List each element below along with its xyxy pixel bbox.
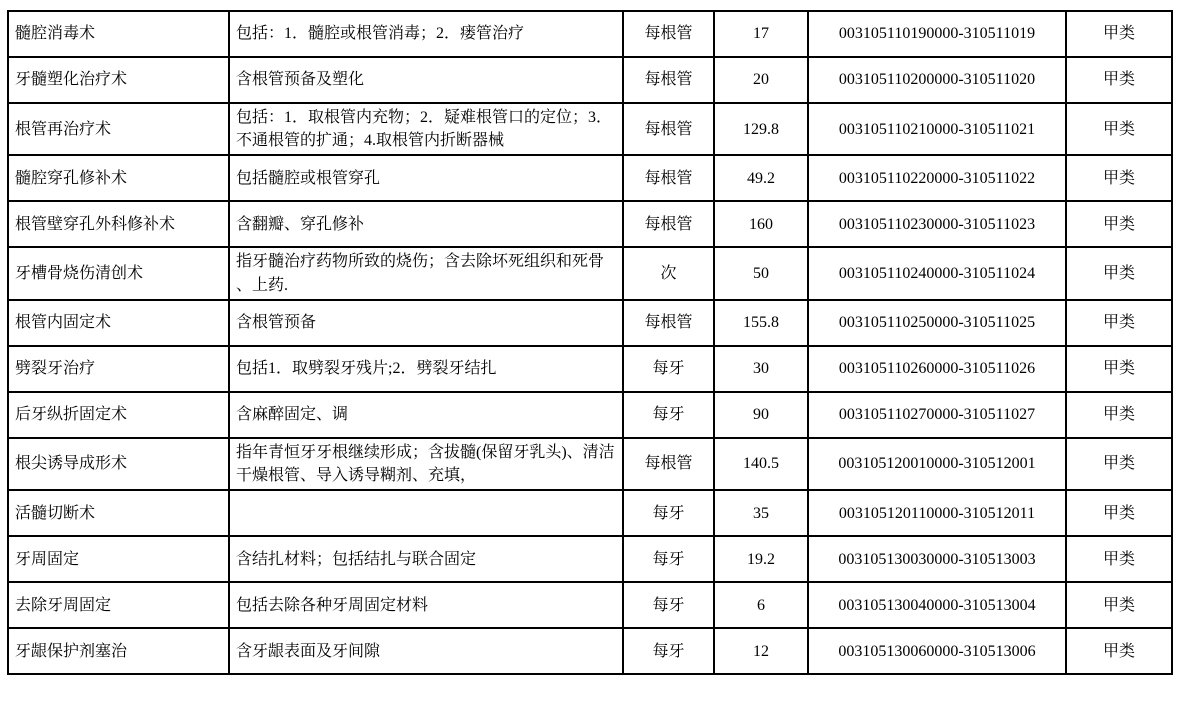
category-cell: 甲类 (1066, 582, 1172, 628)
service-name-cell: 去除牙周固定 (8, 582, 229, 628)
table-row (8, 300, 1172, 346)
table-row (8, 536, 1172, 582)
price-cell: 20 (714, 57, 808, 103)
description-cell: 含麻醉固定、调 (229, 392, 623, 438)
table-row (8, 103, 1172, 155)
category-cell: 甲类 (1066, 438, 1172, 490)
table-row (8, 392, 1172, 438)
price-cell: 17 (714, 11, 808, 57)
category-cell: 甲类 (1066, 201, 1172, 247)
service-name-cell: 劈裂牙治疗 (8, 346, 229, 392)
unit-cell: 每根管 (623, 103, 714, 155)
description-cell: 包括：1．取根管内充物；2．疑难根管口的定位；3．不通根管的扩通；4.取根管内折断器械 (229, 103, 623, 155)
code-cell: 003105110220000-310511022 (808, 155, 1066, 201)
category-cell: 甲类 (1066, 490, 1172, 536)
category-cell: 甲类 (1066, 155, 1172, 201)
category-cell: 甲类 (1066, 300, 1172, 346)
unit-cell: 每根管 (623, 201, 714, 247)
service-name-cell: 牙龈保护剂塞治 (8, 628, 229, 674)
code-cell: 003105120010000-310512001 (808, 438, 1066, 490)
unit-cell: 每根管 (623, 438, 714, 490)
table-row (8, 247, 1172, 299)
unit-cell: 每根管 (623, 300, 714, 346)
price-cell: 19.2 (714, 536, 808, 582)
category-cell: 甲类 (1066, 11, 1172, 57)
service-name-cell: 根尖诱导成形术 (8, 438, 229, 490)
table-row (8, 11, 1172, 57)
unit-cell: 每牙 (623, 536, 714, 582)
table-row (8, 346, 1172, 392)
code-cell: 003105110270000-310511027 (808, 392, 1066, 438)
medical-fee-table (7, 10, 1173, 675)
category-cell: 甲类 (1066, 247, 1172, 299)
service-name-cell: 根管再治疗术 (8, 103, 229, 155)
price-cell: 140.5 (714, 438, 808, 490)
price-cell: 160 (714, 201, 808, 247)
service-name-cell: 活髓切断术 (8, 490, 229, 536)
service-name-cell: 髓腔消毒术 (8, 11, 229, 57)
description-cell: 包括去除各种牙周固定材料 (229, 582, 623, 628)
table-row (8, 57, 1172, 103)
service-name-cell: 髓腔穿孔修补术 (8, 155, 229, 201)
category-cell: 甲类 (1066, 346, 1172, 392)
unit-cell: 次 (623, 247, 714, 299)
description-cell: 包括1．取劈裂牙残片;2．劈裂牙结扎 (229, 346, 623, 392)
unit-cell: 每根管 (623, 57, 714, 103)
description-cell (229, 490, 623, 536)
code-cell: 003105110200000-310511020 (808, 57, 1066, 103)
unit-cell: 每牙 (623, 582, 714, 628)
table-row (8, 628, 1172, 674)
description-cell: 含结扎材料；包括结扎与联合固定 (229, 536, 623, 582)
category-cell: 甲类 (1066, 103, 1172, 155)
category-cell: 甲类 (1066, 536, 1172, 582)
description-cell: 含根管预备及塑化 (229, 57, 623, 103)
table-row (8, 490, 1172, 536)
description-cell: 含牙龈表面及牙间隙 (229, 628, 623, 674)
code-cell: 003105110260000-310511026 (808, 346, 1066, 392)
price-cell: 6 (714, 582, 808, 628)
service-name-cell: 牙髓塑化治疗术 (8, 57, 229, 103)
table-row (8, 438, 1172, 490)
table-row (8, 201, 1172, 247)
unit-cell: 每牙 (623, 490, 714, 536)
price-cell: 155.8 (714, 300, 808, 346)
unit-cell: 每牙 (623, 628, 714, 674)
unit-cell: 每根管 (623, 155, 714, 201)
unit-cell: 每根管 (623, 11, 714, 57)
code-cell: 003105110190000-310511019 (808, 11, 1066, 57)
code-cell: 003105110230000-310511023 (808, 201, 1066, 247)
category-cell: 甲类 (1066, 628, 1172, 674)
code-cell: 003105110240000-310511024 (808, 247, 1066, 299)
code-cell: 003105120110000-310512011 (808, 490, 1066, 536)
code-cell: 003105130030000-310513003 (808, 536, 1066, 582)
code-cell: 003105110210000-310511021 (808, 103, 1066, 155)
code-cell: 003105110250000-310511025 (808, 300, 1066, 346)
service-name-cell: 根管壁穿孔外科修补术 (8, 201, 229, 247)
price-cell: 50 (714, 247, 808, 299)
description-cell: 含根管预备 (229, 300, 623, 346)
unit-cell: 每牙 (623, 392, 714, 438)
description-cell: 指牙髓治疗药物所致的烧伤；含去除坏死组织和死骨、上药. (229, 247, 623, 299)
description-cell: 包括髓腔或根管穿孔 (229, 155, 623, 201)
service-name-cell: 牙槽骨烧伤清创术 (8, 247, 229, 299)
price-cell: 90 (714, 392, 808, 438)
description-cell: 指年青恒牙牙根继续形成；含拔髓(保留牙乳头)、清洁干燥根管、导入诱导糊剂、充填， (229, 438, 623, 490)
code-cell: 003105130040000-310513004 (808, 582, 1066, 628)
code-cell: 003105130060000-310513006 (808, 628, 1066, 674)
service-name-cell: 后牙纵折固定术 (8, 392, 229, 438)
table-row (8, 155, 1172, 201)
table-row (8, 582, 1172, 628)
price-cell: 129.8 (714, 103, 808, 155)
description-cell: 包括：1．髓腔或根管消毒；2．瘘管治疗 (229, 11, 623, 57)
category-cell: 甲类 (1066, 392, 1172, 438)
price-cell: 30 (714, 346, 808, 392)
unit-cell: 每牙 (623, 346, 714, 392)
category-cell: 甲类 (1066, 57, 1172, 103)
description-cell: 含翻瓣、穿孔修补 (229, 201, 623, 247)
price-cell: 49.2 (714, 155, 808, 201)
price-cell: 35 (714, 490, 808, 536)
service-name-cell: 根管内固定术 (8, 300, 229, 346)
service-name-cell: 牙周固定 (8, 536, 229, 582)
price-cell: 12 (714, 628, 808, 674)
